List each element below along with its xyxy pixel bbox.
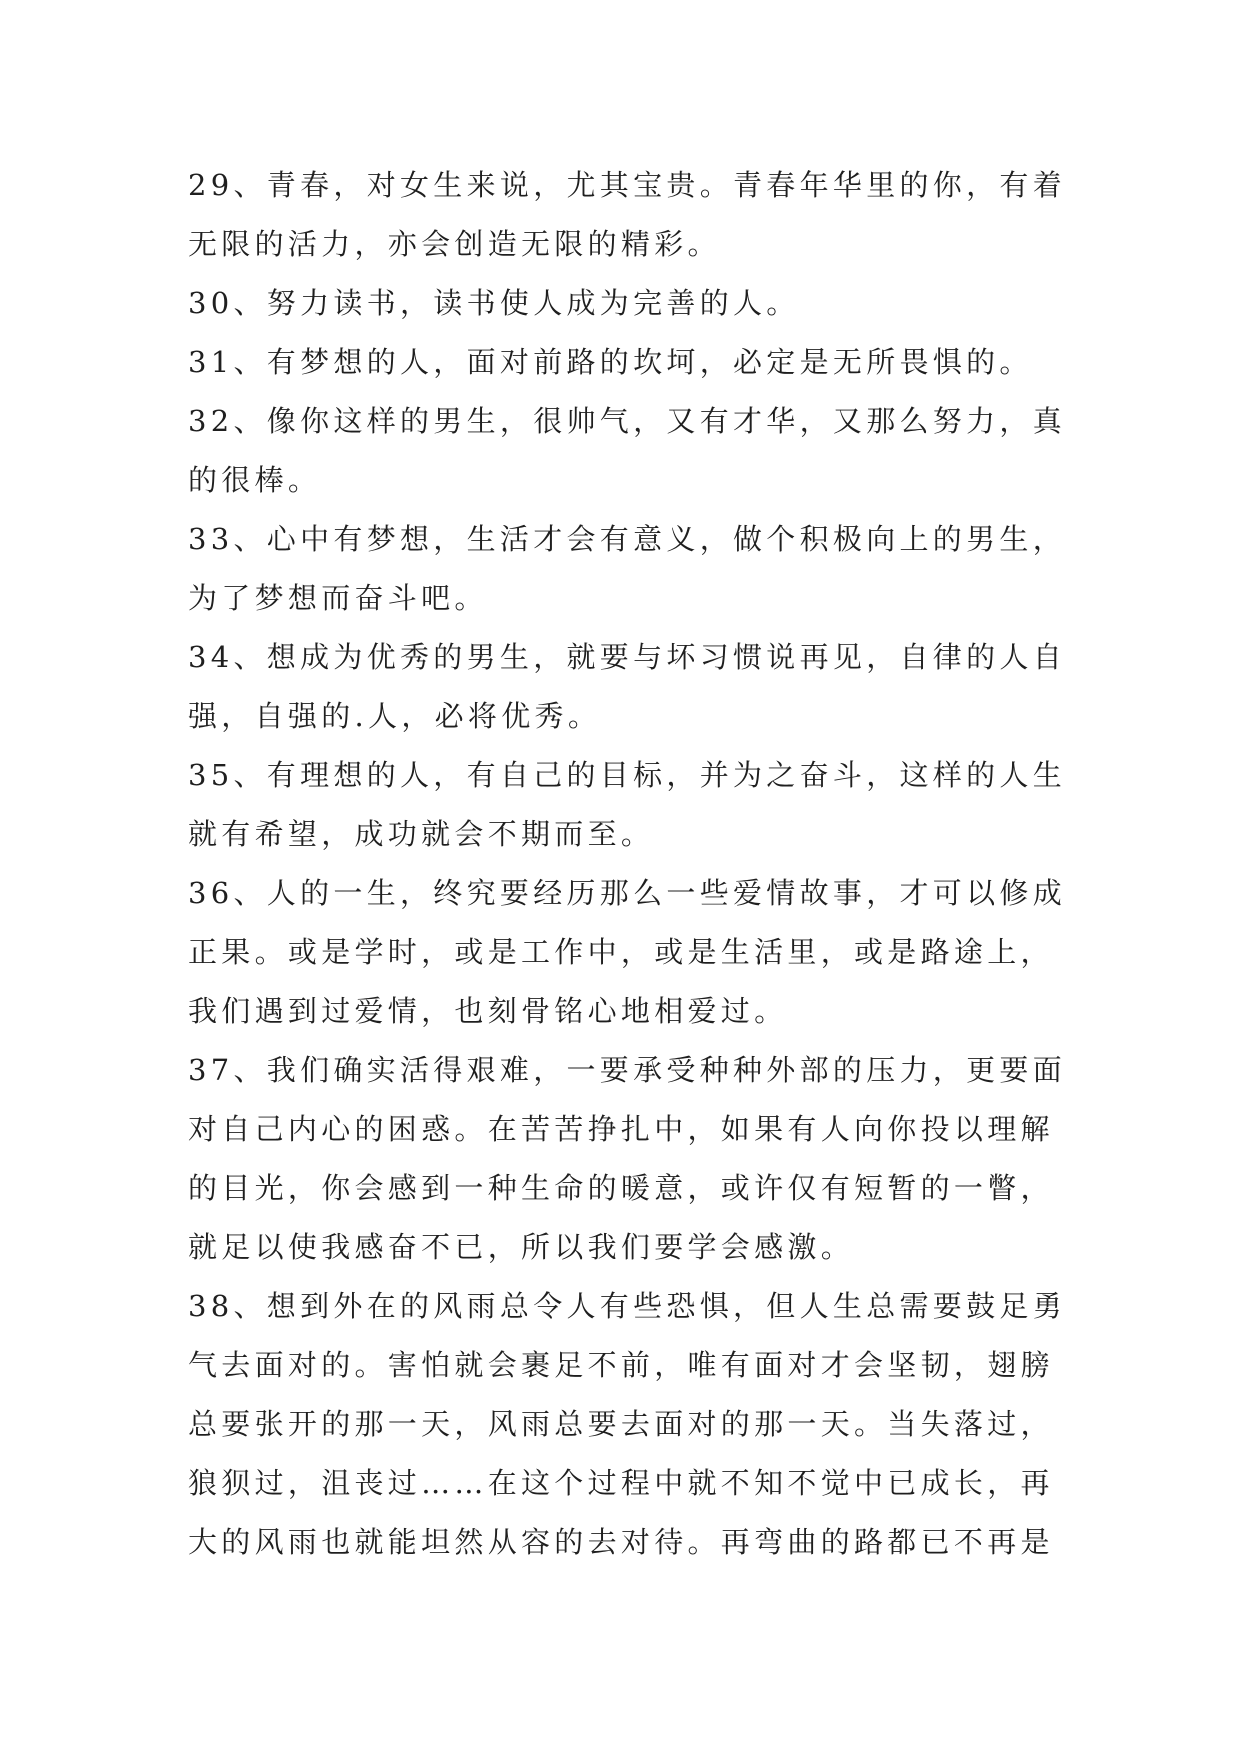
text-line: 为了梦想而奋斗吧。 (188, 581, 488, 615)
text-line: 38、想到外在的风雨总令人有些恐惧，但人生总需要鼓足勇 (188, 1289, 1067, 1323)
text-line: 36、人的一生，终究要经历那么一些爱情故事，才可以修成 (188, 876, 1067, 910)
text-line: 31、有梦想的人，面对前路的坎坷，必定是无所畏惧的。 (188, 345, 1033, 379)
text-line: 33、心中有梦想，生活才会有意义，做个积极向上的男生， (188, 522, 1067, 556)
text-line: 的目光，你会感到一种生命的暖意，或许仅有短暂的一瞥， (188, 1171, 1054, 1205)
text-line: 无限的活力，亦会创造无限的精彩。 (188, 227, 721, 261)
text-line: 气去面对的。害怕就会裹足不前，唯有面对才会坚韧，翅膀 (188, 1348, 1054, 1382)
text-line: 大的风雨也就能坦然从容的去对待。再弯曲的路都已不再是 (188, 1525, 1054, 1559)
text-line: 34、想成为优秀的男生，就要与坏习惯说再见，自律的人自 (188, 640, 1067, 674)
text-line: 35、有理想的人，有自己的目标，并为之奋斗，这样的人生 (188, 758, 1067, 792)
text-line: 正果。或是学时，或是工作中，或是生活里，或是路途上， (188, 935, 1054, 969)
text-line: 对自己内心的困惑。在苦苦挣扎中，如果有人向你投以理解 (188, 1112, 1054, 1146)
text-line: 狼狈过，沮丧过……在这个过程中就不知不觉中已成长，再 (188, 1466, 1054, 1500)
text-line: 就足以使我感奋不已，所以我们要学会感激。 (188, 1230, 855, 1264)
text-line: 强，自强的.人，必将优秀。 (188, 699, 602, 733)
text-line: 37、我们确实活得艰难，一要承受种种外部的压力，更要面 (188, 1053, 1067, 1087)
text-line: 的很棒。 (188, 463, 322, 497)
text-line: 29、青春，对女生来说，尤其宝贵。青春年华里的你，有着 (188, 168, 1067, 202)
text-line: 总要张开的那一天，风雨总要去面对的那一天。当失落过， (188, 1407, 1054, 1441)
text-line: 32、像你这样的男生，很帅气，又有才华，又那么努力，真 (188, 404, 1067, 438)
text-line: 30、努力读书，读书使人成为完善的人。 (188, 286, 800, 320)
text-line: 我们遇到过爱情，也刻骨铭心地相爱过。 (188, 994, 788, 1028)
text-line: 就有希望，成功就会不期而至。 (188, 817, 655, 851)
